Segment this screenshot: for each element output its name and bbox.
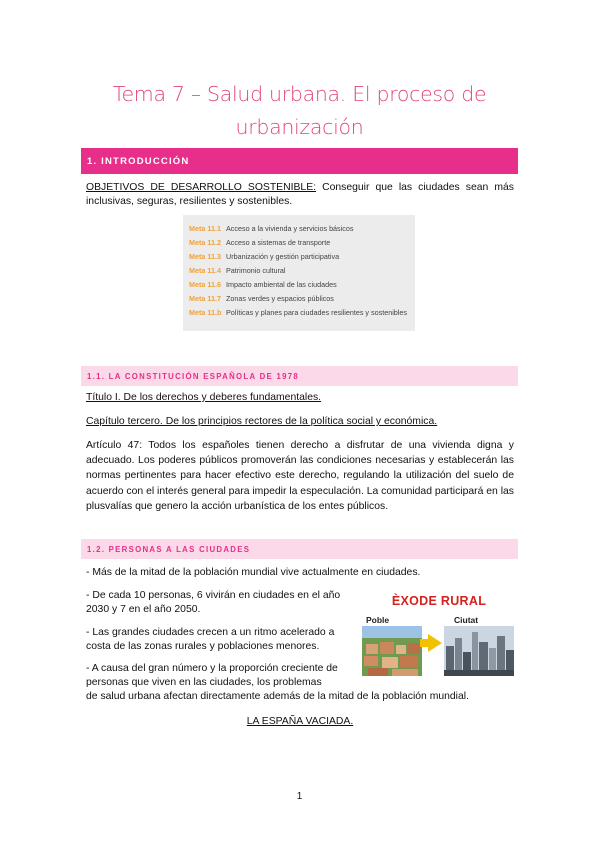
bullet-crecimiento: - Las grandes ciudades crecen a un ritmo acelerado a costa de las zonas rurales y poblaciones menores. [86,627,335,652]
document-title [60,78,539,144]
section-heading-personas-ciudades: 1.2. PERSONAS A LAS CIUDADES [81,539,518,559]
meta-code: Meta 11.2 [189,238,221,247]
meta-text: Políticas y planes para ciudades resilientes y sostenibles [226,308,407,317]
page-number: 1 [296,791,303,802]
ods-label: OBJETIVOS DE DESARROLLO SOSTENIBLE: [86,182,317,193]
ods-paragraph [86,181,514,209]
meta-row [189,224,413,233]
meta-row [189,308,413,317]
meta-text: Urbanización y gestión participativa [226,252,340,261]
arrow-right-icon [428,634,442,652]
espana-vaciada: LA ESPAÑA VACIADA. [246,716,354,727]
section-heading-introduccion: 1. INTRODUCCIÓN [81,148,518,174]
articulo-47-paragraph: Artículo 47: Todos los españoles tienen derecho a disfrutar de una vivienda digna y adecuado. Los poderes públicos promoverán las condiciones necesarias y establecerán las normas pertinentes para hacer efectivo este derecho, regulando la utilización del suelo de acuerdo con el interés general para impedir la especulación. La comunidad participará en las plusvalías que genero la acción urbanística de los entes públicos. [86,440,515,512]
title-line-2: urbanización [235,115,364,139]
meta-text: Impacto ambiental de las ciudades [226,280,337,289]
meta-row [189,266,413,275]
meta-code: Meta 11.1 [189,224,221,233]
bullet-salud-urbana-a: - A causa del gran número y la proporción creciente de personas que viven en las ciudades, los problemas [86,663,338,688]
meta-code: Meta 11.3 [189,252,221,261]
meta-code: Meta 11.6 [189,280,221,289]
meta-row [189,280,413,289]
bullet-salud-urbana-b: de salud urbana afectan directamente además de la mitad de la población mundial. [86,691,469,702]
meta-text: Patrimonio cultural [226,266,286,275]
titulo-line: Título I. De los derechos y deberes fundamentales. [86,392,322,403]
title-line-1: Tema 7 – Salud urbana. El proceso de [112,82,487,106]
ods-goals-image [183,215,415,331]
bullet-proyeccion: - De cada 10 personas, 6 vivirán en ciudades en el año 2030 y 7 en el año 2050. [86,590,341,615]
meta-code: Meta 11.7 [189,294,221,303]
meta-text: Zonas verdes y espacios públicos [226,294,334,303]
meta-row [189,238,413,247]
city-photo [444,626,514,676]
meta-row [189,294,413,303]
meta-code: Meta 11.b [189,308,222,317]
meta-text: Acceso a la vivienda y servicios básicos [226,224,354,233]
section-heading-constitucion: 1.1. LA CONSTITUCIÓN ESPAÑOLA DE 1978 [81,366,518,386]
meta-row [189,252,413,261]
figure-label-poble: Poble [366,615,390,625]
bullet-poblacion: - Más de la mitad de la población mundial vive actualmente en ciudades. [86,567,421,578]
exode-rural-figure [362,590,516,682]
capitulo-line: Capítulo tercero. De los principios rectores de la política social y económica. [86,416,438,427]
village-photo [362,626,422,676]
figure-title: ÈXODE RURAL [391,594,487,608]
meta-text: Acceso a sistemas de transporte [226,238,331,247]
figure-label-ciutat: Ciutat [454,615,479,625]
meta-code: Meta 11.4 [189,266,221,275]
ods-text: Conseguir que las ciudades sean más inclusivas, seguras, resilientes y sostenibles. [86,182,514,207]
